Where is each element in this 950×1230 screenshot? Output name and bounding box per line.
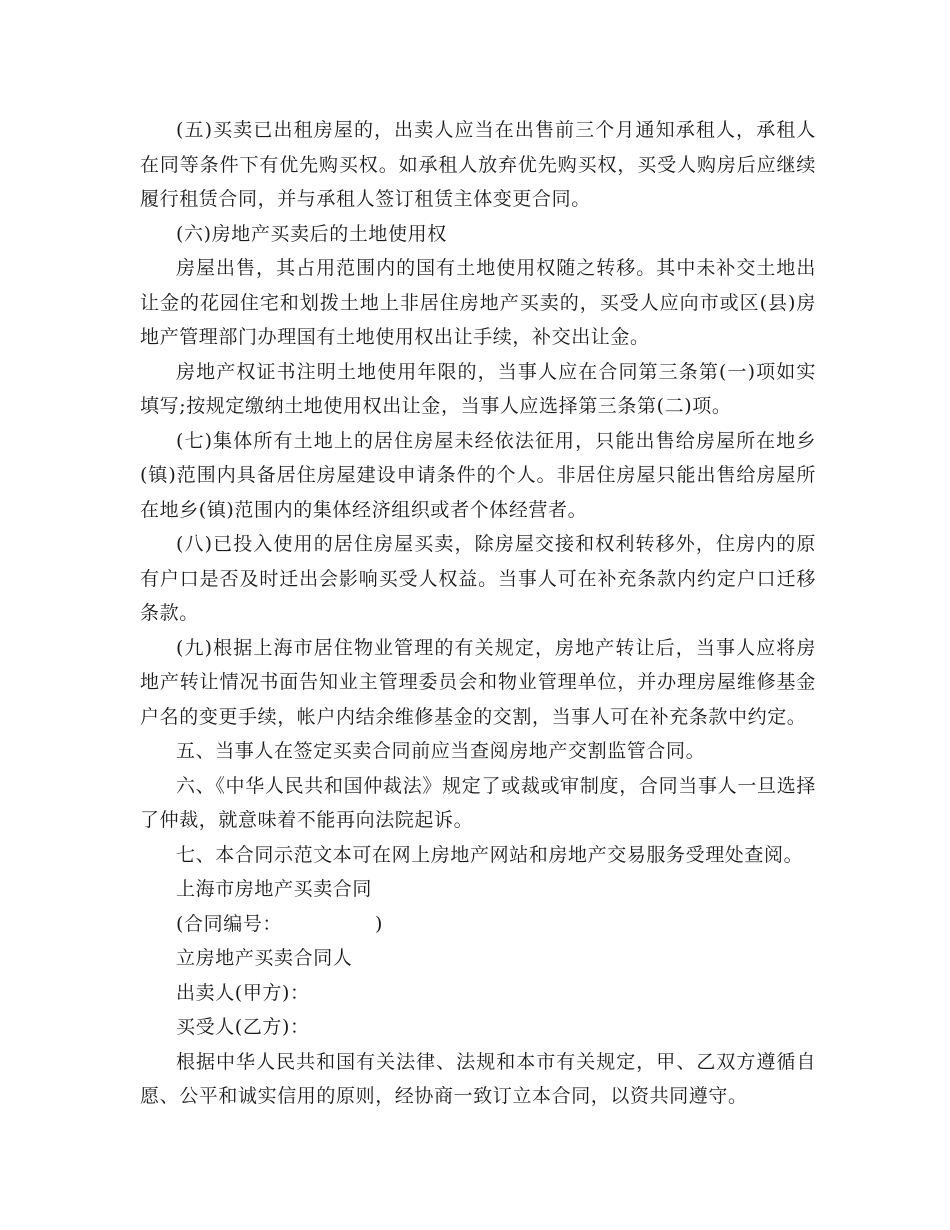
paragraph-item-7-collective-land: (七)集体所有土地上的居住房屋未经依法征用，只能出售给房屋所在地乡(镇)范围内具备居住房屋建设申请条件的个人。非居住房屋只能出售给房屋所在地乡(镇)范围内的集体经济组织或者个体经营者。 bbox=[140, 429, 816, 521]
seller-party: 出卖人(甲方)： bbox=[176, 981, 310, 1004]
paragraph-item-9-property-management: (九)根据上海市居住物业管理的有关规定，房地产转让后，当事人应将房地产转让情况书面告知业主管理委员会和物业管理单位，并办理房屋维修基金户名的变更手续，帐户内结余维修基金的交割，当事人可在补充条款中约定。 bbox=[140, 636, 816, 728]
paragraph-section-6-arbitration: 六、《中华人民共和国仲裁法》规定了或裁或审制度，合同当事人一旦选择了仲裁，就意味着不能再向法院起诉。 bbox=[140, 774, 816, 831]
paragraph-item-5-rented-house: (五)买卖已出租房屋的，出卖人应当在出售前三个月通知承租人，承租人在同等条件下有优先购买权。如承租人放弃优先购买权，买受人购房后应继续履行租赁合同，并与承租人签订租赁主体变更合同。 bbox=[140, 119, 816, 210]
contract-number: (合同编号： ) bbox=[176, 912, 383, 935]
paragraph-item-6-heading: (六)房地产买卖后的土地使用权 bbox=[176, 222, 447, 245]
paragraph-section-7: 七、本合同示范文本可在网上房地产网站和房地产交易服务受理处查阅。 bbox=[176, 843, 804, 866]
contract-preamble: 根据中华人民共和国有关法律、法规和本市有关规定，甲、乙双方遵循自愿、公平和诚实信用的原则，经协商一致订立本合同，以资共同遵守。 bbox=[140, 1050, 816, 1107]
paragraph-land-use-term: 房地产权证书注明土地使用年限的，当事人应在合同第三条第(一)项如实填写;按规定缴纳土地使用权出让金，当事人应选择第三条第(二)项。 bbox=[140, 360, 816, 417]
document-body bbox=[140, 113, 816, 1114]
contract-parties-heading: 立房地产买卖合同人 bbox=[176, 947, 353, 969]
paragraph-item-8-household-registration: (八)已投入使用的居住房屋买卖，除房屋交接和权利转移外，住房内的原有户口是否及时迁出会影响买受人权益。当事人可在补充条款内约定户口迁移条款。 bbox=[140, 533, 816, 624]
buyer-party: 买受人(乙方)： bbox=[176, 1016, 310, 1038]
paragraph-land-use-transfer: 房屋出售，其占用范围内的国有土地使用权随之转移。其中未补交土地出让金的花园住宅和划拨土地上非居住房地产买卖的，买受人应向市或区(县)房地产管理部门办理国有土地使用权出让手续，补交出让金。 bbox=[140, 257, 816, 348]
paragraph-section-5: 五、当事人在签定买卖合同前应当查阅房地产交割监管合同。 bbox=[176, 740, 706, 762]
contract-title: 上海市房地产买卖合同 bbox=[176, 878, 373, 900]
